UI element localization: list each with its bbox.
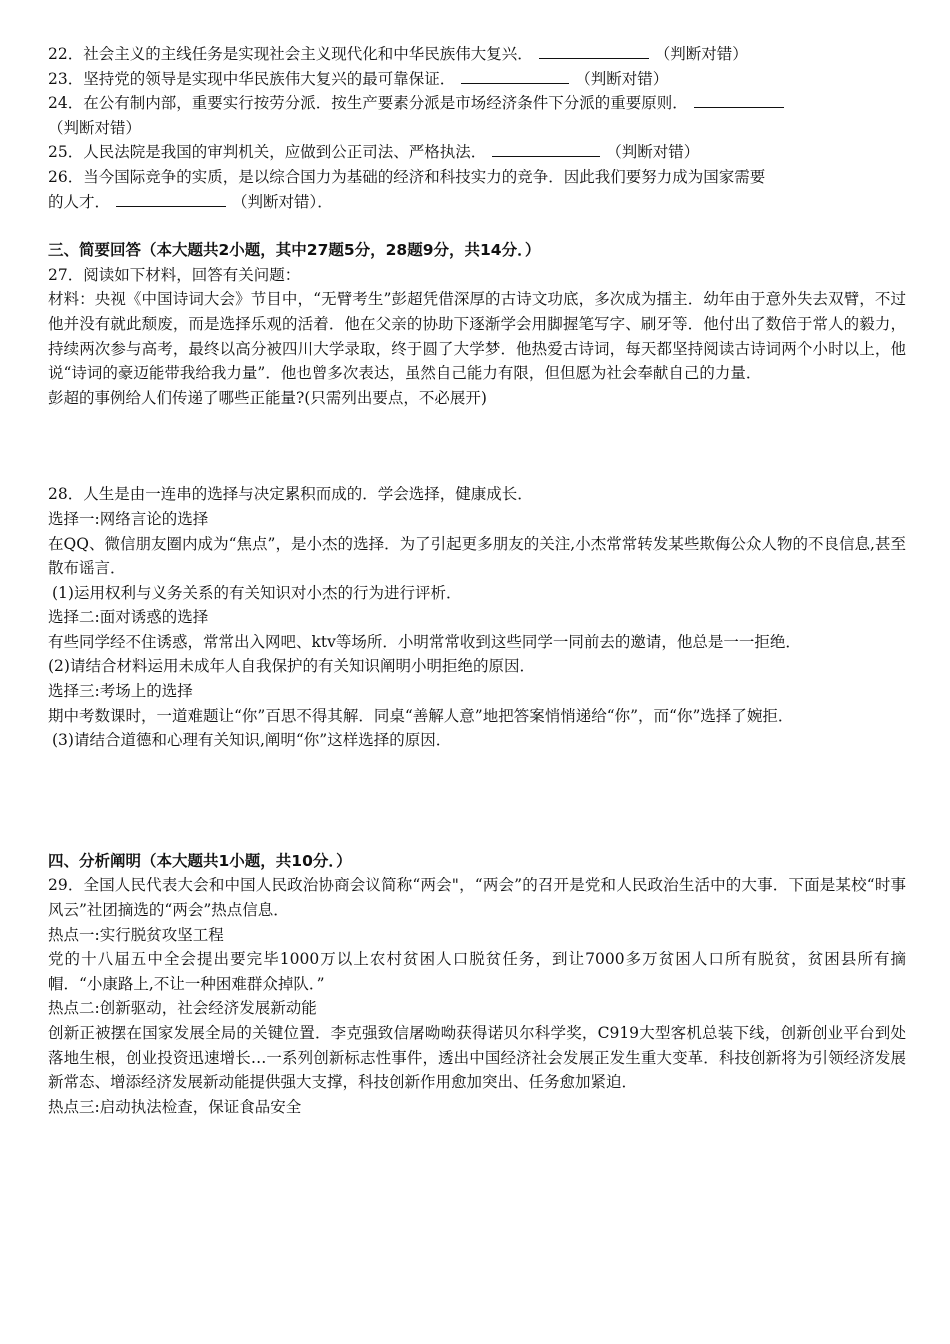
answer-blank-24[interactable] <box>694 91 784 108</box>
question-22-suffix: （判断对错） <box>654 45 748 63</box>
question-22-text: 22．社会主义的主线任务是实现社会主义现代化和中华民族伟大复兴． <box>48 45 533 63</box>
question-25 <box>48 140 906 165</box>
spacer <box>48 214 906 238</box>
question-26-suffix: （判断对错）． <box>232 192 333 211</box>
choice-1-title: 选择一:网络言论的选择 <box>48 509 209 528</box>
answer-space-27[interactable] <box>48 410 906 482</box>
question-27-question: 彭超的事例给人们传递了哪些正能量?(只需列出要点，不必展开) <box>48 388 487 407</box>
question-27-material: 材料：央视《中国诗词大会》节目中，“无臂考生”彭超凭借深厚的古诗文功底，多次成为擂主．幼年由于意外失去双臂，不过他并没有就此颓废，而是选择乐观的活着．他在父亲的协助下逐渐学会用脚握笔写字、刷牙等．他付出了数倍于常人的毅力，持续两次参与高考，最终以高分被四川大学录取，终于圆了大学梦．他热爱古诗词，每天都坚持阅读古诗词两个小时以上，他说“诗词的豪迈能带我给我力量”．他也曾多次表达，虽然自己能力有限，但但愿为社会奉献自己的力量． <box>48 290 906 383</box>
hotspot-2-title: 热点二:创新驱动，社会经济发展新动能 <box>48 999 317 1018</box>
question-28-intro: 28．人生是由一连串的选择与决定累积而成的．学会选择，健康成长． <box>48 485 533 504</box>
answer-blank-25[interactable] <box>492 140 600 157</box>
question-24-suffix-line <box>48 116 906 141</box>
question-27-intro: 27．阅读如下材料，回答有关问题： <box>48 265 301 284</box>
answer-blank-23[interactable] <box>461 67 569 84</box>
question-28-3: (3)请结合道德和心理有关知识,阐明“你”这样选择的原因． <box>52 731 452 750</box>
question-26-text-2: 的人才． <box>48 192 111 211</box>
choice-2-text: 有些同学经不住诱惑，常常出入网吧、ktv等场所．小明常常收到这些同学一同前去的邀请，他总是一一拒绝． <box>48 632 801 651</box>
question-24 <box>48 91 906 116</box>
answer-blank-26[interactable] <box>116 190 226 207</box>
choice-3-title: 选择三:考场上的选择 <box>48 682 193 701</box>
question-23-text: 23．坚持党的领导是实现中华民族伟大复兴的最可靠保证． <box>48 69 456 88</box>
choice-1-text: 在QQ、微信朋友圈内成为“焦点”，是小杰的选择．为了引起更多朋友的关注,小杰常常转发某些欺侮公众人物的不良信息,甚至散布谣言． <box>48 534 906 578</box>
question-24-text: 24．在公有制内部，重要实行按劳分派．按生产要素分派是市场经济条件下分派的重要原则． <box>48 94 688 113</box>
hotspot-2-text: 创新正被摆在国家发展全局的关键位置．李克强致信屠呦呦获得诺贝尔科学奖，C919大型客机总装下线，创新创业平台到处落地生根，创业投资迅速增长…一系列创新标志性事件，透出中国经济社会发展正发生重大变革．科技创新将为引领经济发展新常态、增添经济发展新动能提供强大支撑，科技创新作用愈加突出、任务愈加紧迫． <box>48 1024 906 1092</box>
question-25-suffix: （判断对错） <box>606 143 700 162</box>
question-26-text-1: 26．当今国际竞争的实质，是以综合国力为基础的经济和科技实力的竞争．因此我们要努力成为国家需要 <box>48 167 766 186</box>
section-4-heading: 四、分析阐明（本大题共1小题，共10分．） <box>48 851 352 870</box>
hotspot-1-text: 党的十八届五中全会提出要完毕1000万以上农村贫困人口脱贫任务，到让7000多万贫困人口所有脱贫，贫困县所有摘帽．“小康路上,不让一种困难群众掉队．” <box>48 950 906 993</box>
question-28-1: (1)运用权利与义务关系的有关知识对小杰的行为进行评析． <box>52 583 462 602</box>
question-24-suffix: （判断对错） <box>48 118 142 137</box>
choice-3-text: 期中考数课时，一道难题让“你”百思不得其解．同桌“善解人意”地把答案悄悄递给“你”，而“你”选择了婉拒． <box>48 706 794 725</box>
question-23 <box>48 67 906 92</box>
exam-page <box>48 42 906 1119</box>
question-26-line2 <box>48 190 906 215</box>
question-22 <box>48 42 906 67</box>
question-29-intro: 29．全国人民代表大会和中国人民政治协商会议简称“两会"，“两会”的召开是党和人民政治生活中的大事．下面是某校“时事风云”社团摘选的“两会”热点信息． <box>48 876 906 920</box>
section-3-heading: 三、简要回答（本大题共2小题，其中27题5分，28题9分，共14分．） <box>48 241 541 260</box>
choice-2-title: 选择二:面对诱惑的选择 <box>48 608 209 627</box>
question-25-text: 25．人民法院是我国的审判机关，应做到公正司法、严格执法． <box>48 143 487 162</box>
hotspot-3-title: 热点三:启动执法检查，保证食品安全 <box>48 1097 302 1116</box>
question-28-2: (2)请结合材料运用未成年人自我保护的有关知识阐明小明拒绝的原因． <box>48 657 535 676</box>
question-23-suffix: （判断对错） <box>575 69 669 88</box>
answer-space-28[interactable] <box>48 753 906 849</box>
answer-blank-22[interactable] <box>539 42 649 59</box>
question-26-line1 <box>48 165 906 190</box>
hotspot-1-title: 热点一:实行脱贫攻坚工程 <box>48 925 224 944</box>
